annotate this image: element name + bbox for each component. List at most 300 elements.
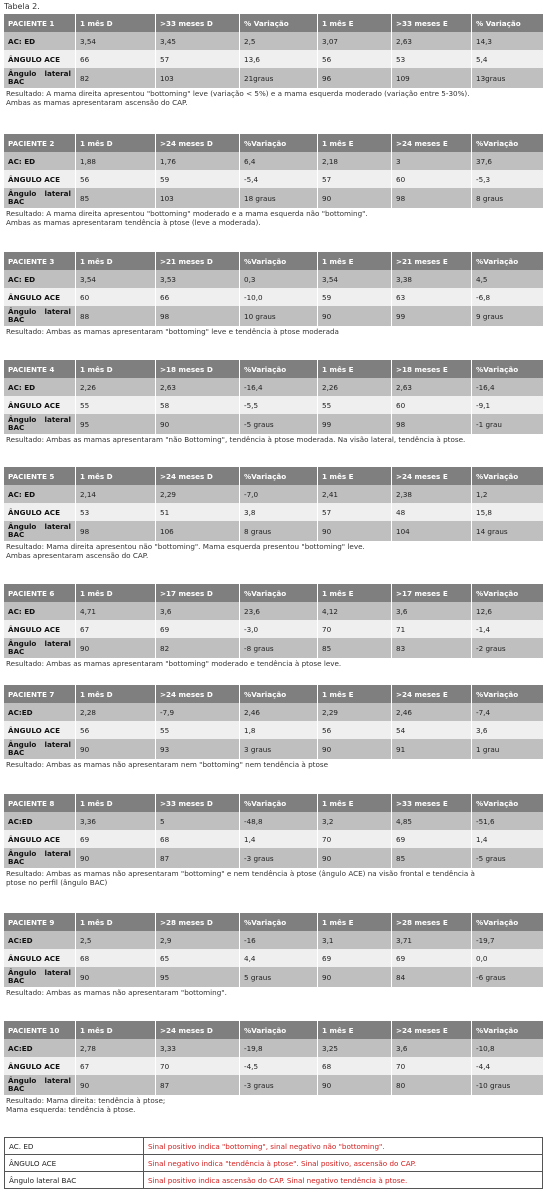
table-cell: 3,53 xyxy=(156,270,240,288)
table-row xyxy=(4,949,543,967)
table-caption: Tabela 2. xyxy=(4,2,40,11)
table-cell: 57 xyxy=(318,170,392,188)
patient-block xyxy=(4,252,543,336)
table-cell: 0,3 xyxy=(240,270,318,288)
table-cell: -16,4 xyxy=(240,378,318,396)
result-line: Resultado: Mama direita: tendência à ptose; xyxy=(6,1096,166,1105)
row-label: ÂNGULO ACE xyxy=(4,830,76,848)
column-header: >18 meses E xyxy=(392,360,472,378)
table-cell: 91 xyxy=(392,739,472,759)
result-line: ptose no perfil (ângulo BAC) xyxy=(6,878,108,887)
table-cell: 14 graus xyxy=(472,521,543,541)
column-header: 1 mês D xyxy=(76,584,156,602)
table-row xyxy=(4,967,543,987)
table-cell: 9 graus xyxy=(472,306,543,326)
table-cell: 2,29 xyxy=(318,703,392,721)
result-line: Ambas as mamas apresentaram tendência à ptose (leve a moderada). xyxy=(6,218,261,227)
table-cell: 53 xyxy=(392,50,472,68)
table-cell: 4,85 xyxy=(392,812,472,830)
table-cell: -51,6 xyxy=(472,812,543,830)
table-cell: 60 xyxy=(392,170,472,188)
table-cell: -5,4 xyxy=(240,170,318,188)
table-cell: 2,14 xyxy=(76,485,156,503)
table-cell: 56 xyxy=(76,721,156,739)
table-header-row xyxy=(4,134,543,152)
table-row xyxy=(4,50,543,68)
patient-block xyxy=(4,134,543,227)
table-cell: 70 xyxy=(156,1057,240,1075)
column-header: %Variação xyxy=(240,685,318,703)
row-label: AC: ED xyxy=(4,270,76,288)
table-row xyxy=(4,830,543,848)
row-label: AC:ED xyxy=(4,812,76,830)
row-label: Ângulo lateral BAC xyxy=(4,68,76,88)
table-row xyxy=(4,1039,543,1057)
column-header: 1 mês D xyxy=(76,685,156,703)
column-header: 1 mês E xyxy=(318,584,392,602)
column-header: >24 meses D xyxy=(156,685,240,703)
table-cell: -10 graus xyxy=(472,1075,543,1095)
table-cell: 98 xyxy=(156,306,240,326)
table-cell: 90 xyxy=(318,739,392,759)
patient-table xyxy=(4,913,543,987)
table-row xyxy=(4,170,543,188)
result-line: Resultado: Ambas as mamas apresentaram "não Bottoming", tendência à ptose moderada. Na visão lateral, tendência à ptose. xyxy=(6,435,466,444)
table-cell: 2,26 xyxy=(76,378,156,396)
table-cell: -19,8 xyxy=(240,1039,318,1057)
patient-label: PACIENTE 10 xyxy=(4,1021,76,1039)
row-label: AC: ED xyxy=(4,485,76,503)
table-cell: 90 xyxy=(318,1075,392,1095)
table-cell: 14,3 xyxy=(472,32,543,50)
row-label: Ângulo lateral BAC xyxy=(4,638,76,658)
table-row xyxy=(4,602,543,620)
table-cell: 103 xyxy=(156,188,240,208)
table-cell: 3,6 xyxy=(472,721,543,739)
column-header: 1 mês E xyxy=(318,913,392,931)
patient-block xyxy=(4,584,543,668)
row-label: AC: ED xyxy=(4,378,76,396)
table-cell: 0,0 xyxy=(472,949,543,967)
legend-term: AC. ED xyxy=(5,1138,144,1155)
table-row xyxy=(4,32,543,50)
table-cell: 51 xyxy=(156,503,240,521)
patient-table xyxy=(4,584,543,658)
column-header: %Variação xyxy=(240,794,318,812)
column-header: 1 mês E xyxy=(318,134,392,152)
patient-label: PACIENTE 8 xyxy=(4,794,76,812)
column-header: 1 mês E xyxy=(318,252,392,270)
result-line: Ambas as mamas apresentaram ascensão do CAP. xyxy=(6,98,188,107)
table-cell: 15,8 xyxy=(472,503,543,521)
table-cell: -9,1 xyxy=(472,396,543,414)
table-cell: 3,6 xyxy=(392,1039,472,1057)
patient-block xyxy=(4,685,543,769)
column-header: %Variação xyxy=(240,360,318,378)
table-cell: 2,63 xyxy=(392,378,472,396)
column-header: %Variação xyxy=(240,467,318,485)
result-text xyxy=(4,987,543,997)
column-header: 1 mês D xyxy=(76,14,156,32)
result-line: Resultado: Ambas as mamas apresentaram "bottoming" moderado e tendência à ptose leve. xyxy=(6,659,342,668)
table-cell: -16 xyxy=(240,931,318,949)
row-label: ÂNGULO ACE xyxy=(4,170,76,188)
table-cell: 70 xyxy=(318,830,392,848)
column-header: >33 meses D xyxy=(156,14,240,32)
table-cell: 82 xyxy=(156,638,240,658)
table-cell: 60 xyxy=(76,288,156,306)
table-cell: 90 xyxy=(318,967,392,987)
table-cell: 3,8 xyxy=(240,503,318,521)
table-cell: 6,4 xyxy=(240,152,318,170)
result-line: Resultado: Ambas as mamas não apresentaram nem "bottoming" nem tendência à ptose xyxy=(6,760,329,769)
table-cell: 3,1 xyxy=(318,931,392,949)
table-cell: 2,18 xyxy=(318,152,392,170)
column-header: %Variação xyxy=(472,685,543,703)
table-row xyxy=(4,721,543,739)
table-cell: -10,0 xyxy=(240,288,318,306)
table-cell: 96 xyxy=(318,68,392,88)
table-cell: 59 xyxy=(156,170,240,188)
table-cell: 63 xyxy=(392,288,472,306)
table-cell: 4,4 xyxy=(240,949,318,967)
table-cell: 87 xyxy=(156,1075,240,1095)
column-header: >24 meses E xyxy=(392,467,472,485)
table-cell: 90 xyxy=(76,638,156,658)
table-cell: 71 xyxy=(392,620,472,638)
table-cell: 8 graus xyxy=(240,521,318,541)
table-row xyxy=(4,521,543,541)
column-header: 1 mês E xyxy=(318,14,392,32)
table-cell: 66 xyxy=(76,50,156,68)
row-label: AC:ED xyxy=(4,931,76,949)
table-cell: 98 xyxy=(392,414,472,434)
column-header: 1 mês D xyxy=(76,360,156,378)
table-cell: 3,38 xyxy=(392,270,472,288)
row-label: ÂNGULO ACE xyxy=(4,949,76,967)
row-label: AC: ED xyxy=(4,152,76,170)
table-cell: 68 xyxy=(156,830,240,848)
table-cell: -3 graus xyxy=(240,848,318,868)
column-header: % Variação xyxy=(472,14,543,32)
table-cell: 56 xyxy=(76,170,156,188)
result-text xyxy=(4,434,543,444)
result-text xyxy=(4,88,543,107)
table-cell: 5,4 xyxy=(472,50,543,68)
table-cell: 90 xyxy=(76,967,156,987)
table-cell: -3 graus xyxy=(240,1075,318,1095)
table-cell: 90 xyxy=(76,1075,156,1095)
table-cell: 1,88 xyxy=(76,152,156,170)
column-header: >24 meses D xyxy=(156,1021,240,1039)
table-row xyxy=(4,306,543,326)
table-row xyxy=(4,1075,543,1095)
patient-block xyxy=(4,14,543,107)
column-header: >17 meses D xyxy=(156,584,240,602)
patient-block xyxy=(4,467,543,560)
legend-note: Sinal positivo indica ascensão do CAP. Sinal negativo tendência à ptose. xyxy=(144,1172,543,1189)
column-header: %Variação xyxy=(472,1021,543,1039)
table-cell: -48,8 xyxy=(240,812,318,830)
table-cell: -16,4 xyxy=(472,378,543,396)
table-header-row xyxy=(4,685,543,703)
table-cell: 48 xyxy=(392,503,472,521)
table-cell: 87 xyxy=(156,848,240,868)
table-cell: 104 xyxy=(392,521,472,541)
table-cell: 3,36 xyxy=(76,812,156,830)
column-header: % Variação xyxy=(240,14,318,32)
table-cell: 3,6 xyxy=(156,602,240,620)
table-row xyxy=(4,739,543,759)
table-cell: 93 xyxy=(156,739,240,759)
legend-term: Ângulo lateral BAC xyxy=(5,1172,144,1189)
table-cell: 60 xyxy=(392,396,472,414)
table-cell: -8 graus xyxy=(240,638,318,658)
table-cell: 67 xyxy=(76,1057,156,1075)
result-line: Ambas apresentaram ascensão do CAP. xyxy=(6,551,149,560)
table-cell: -5 graus xyxy=(472,848,543,868)
column-header: 1 mês D xyxy=(76,794,156,812)
result-line: Resultado: Ambas as mamas não apresentaram "bottoming". xyxy=(6,988,227,997)
table-cell: 82 xyxy=(76,68,156,88)
table-cell: 84 xyxy=(392,967,472,987)
result-text xyxy=(4,208,543,227)
table-cell: 3 graus xyxy=(240,739,318,759)
result-text xyxy=(4,1095,543,1114)
table-cell: -7,9 xyxy=(156,703,240,721)
table-cell: 57 xyxy=(156,50,240,68)
column-header: >24 meses E xyxy=(392,134,472,152)
table-cell: 90 xyxy=(318,188,392,208)
patient-table xyxy=(4,134,543,208)
table-cell: 4,71 xyxy=(76,602,156,620)
table-row xyxy=(4,396,543,414)
table-cell: 2,63 xyxy=(156,378,240,396)
result-line: Resultado: A mama direita apresentou "bottoming" leve (variação < 5%) e a mama esquerda moderado (variação entre 5-30%). xyxy=(6,89,470,98)
table-row xyxy=(4,414,543,434)
table-row xyxy=(4,68,543,88)
legend-row xyxy=(5,1138,543,1155)
table-cell: 70 xyxy=(318,620,392,638)
table-cell: -5 graus xyxy=(240,414,318,434)
column-header: %Variação xyxy=(240,252,318,270)
table-cell: -6,8 xyxy=(472,288,543,306)
column-header: %Variação xyxy=(472,134,543,152)
table-cell: 80 xyxy=(392,1075,472,1095)
column-header: >21 meses D xyxy=(156,252,240,270)
table-cell: 2,5 xyxy=(240,32,318,50)
table-cell: 13graus xyxy=(472,68,543,88)
column-header: >24 meses D xyxy=(156,134,240,152)
table-header-row xyxy=(4,360,543,378)
table-row xyxy=(4,152,543,170)
patient-block xyxy=(4,794,543,887)
table-cell: 69 xyxy=(392,949,472,967)
patient-block xyxy=(4,913,543,997)
table-cell: -5,3 xyxy=(472,170,543,188)
table-cell: 3,71 xyxy=(392,931,472,949)
table-cell: 3,54 xyxy=(318,270,392,288)
table-cell: -10,8 xyxy=(472,1039,543,1057)
table-cell: 1,76 xyxy=(156,152,240,170)
patient-label: PACIENTE 3 xyxy=(4,252,76,270)
table-cell: 21graus xyxy=(240,68,318,88)
table-cell: 54 xyxy=(392,721,472,739)
table-cell: 1,2 xyxy=(472,485,543,503)
table-row xyxy=(4,848,543,868)
table-cell: 58 xyxy=(156,396,240,414)
table-cell: 2,28 xyxy=(76,703,156,721)
table-row xyxy=(4,270,543,288)
table-cell: 85 xyxy=(318,638,392,658)
column-header: 1 mês E xyxy=(318,685,392,703)
table-cell: -1 grau xyxy=(472,414,543,434)
table-cell: -2 graus xyxy=(472,638,543,658)
row-label: ÂNGULO ACE xyxy=(4,1057,76,1075)
table-row xyxy=(4,812,543,830)
column-header: 1 mês D xyxy=(76,1021,156,1039)
table-cell: 90 xyxy=(76,848,156,868)
result-line: Resultado: Ambas as mamas não apresentaram "bottoming" e nem tendência à ptose (ângulo ACE) na visão frontal e tendência à xyxy=(6,869,475,878)
table-cell: 95 xyxy=(156,967,240,987)
table-cell: 3,54 xyxy=(76,270,156,288)
patient-table xyxy=(4,467,543,541)
table-cell: -6 graus xyxy=(472,967,543,987)
table-cell: 56 xyxy=(318,721,392,739)
table-cell: 3 xyxy=(392,152,472,170)
table-cell: 90 xyxy=(318,306,392,326)
column-header: 1 mês D xyxy=(76,252,156,270)
table-cell: 2,78 xyxy=(76,1039,156,1057)
table-cell: 55 xyxy=(156,721,240,739)
row-label: AC:ED xyxy=(4,703,76,721)
table-header-row xyxy=(4,467,543,485)
table-cell: 98 xyxy=(392,188,472,208)
column-header: >33 meses E xyxy=(392,14,472,32)
table-cell: 5 graus xyxy=(240,967,318,987)
result-text xyxy=(4,658,543,668)
table-cell: -3,0 xyxy=(240,620,318,638)
table-cell: 1 grau xyxy=(472,739,543,759)
table-cell: -1,4 xyxy=(472,620,543,638)
table-cell: 2,9 xyxy=(156,931,240,949)
patient-label: PACIENTE 6 xyxy=(4,584,76,602)
result-line: Resultado: A mama direita apresentou "bottoming" moderado e a mama esquerda não "bottoming". xyxy=(6,209,368,218)
table-cell: 4,12 xyxy=(318,602,392,620)
table-cell: 85 xyxy=(392,848,472,868)
row-label: ÂNGULO ACE xyxy=(4,620,76,638)
table-header-row xyxy=(4,1021,543,1039)
column-header: %Variação xyxy=(472,467,543,485)
row-label: AC: ED xyxy=(4,602,76,620)
table-row xyxy=(4,288,543,306)
row-label: ÂNGULO ACE xyxy=(4,396,76,414)
table-row xyxy=(4,638,543,658)
table-cell: -7,4 xyxy=(472,703,543,721)
table-cell: 3,6 xyxy=(392,602,472,620)
table-header-row xyxy=(4,252,543,270)
table-cell: 69 xyxy=(318,949,392,967)
result-text xyxy=(4,541,543,560)
column-header: 1 mês E xyxy=(318,1021,392,1039)
table-cell: 90 xyxy=(76,739,156,759)
column-header: 1 mês E xyxy=(318,360,392,378)
table-cell: -4,4 xyxy=(472,1057,543,1075)
table-cell: 2,46 xyxy=(392,703,472,721)
patient-table xyxy=(4,14,543,88)
row-label: Ângulo lateral BAC xyxy=(4,967,76,987)
row-label: Ângulo lateral BAC xyxy=(4,848,76,868)
table-row xyxy=(4,378,543,396)
row-label: ÂNGULO ACE xyxy=(4,50,76,68)
row-label: Ângulo lateral BAC xyxy=(4,739,76,759)
result-line: Resultado: Ambas as mamas apresentaram "bottoming" leve e tendência à ptose moderada xyxy=(6,327,339,336)
table-cell: 4,5 xyxy=(472,270,543,288)
table-cell: 85 xyxy=(76,188,156,208)
row-label: Ângulo lateral BAC xyxy=(4,1075,76,1095)
result-text xyxy=(4,868,543,887)
table-cell: 55 xyxy=(76,396,156,414)
patient-label: PACIENTE 4 xyxy=(4,360,76,378)
table-cell: 59 xyxy=(318,288,392,306)
row-label: Ângulo lateral BAC xyxy=(4,306,76,326)
table-header-row xyxy=(4,794,543,812)
table-cell: 66 xyxy=(156,288,240,306)
column-header: >24 meses E xyxy=(392,1021,472,1039)
table-cell: 2,63 xyxy=(392,32,472,50)
column-header: %Variação xyxy=(472,252,543,270)
table-cell: 69 xyxy=(156,620,240,638)
column-header: 1 mês E xyxy=(318,794,392,812)
table-cell: 1,4 xyxy=(240,830,318,848)
result-line: Mama esquerda: tendência à ptose. xyxy=(6,1105,136,1114)
table-cell: 95 xyxy=(76,414,156,434)
table-cell: 2,38 xyxy=(392,485,472,503)
table-cell: 1,4 xyxy=(472,830,543,848)
result-text xyxy=(4,759,543,769)
table-cell: 5 xyxy=(156,812,240,830)
table-cell: 83 xyxy=(392,638,472,658)
column-header: %Variação xyxy=(240,134,318,152)
table-cell: 23,6 xyxy=(240,602,318,620)
table-header-row xyxy=(4,584,543,602)
table-row xyxy=(4,931,543,949)
table-cell: 88 xyxy=(76,306,156,326)
column-header: %Variação xyxy=(472,794,543,812)
patient-table xyxy=(4,685,543,759)
table-cell: 12,6 xyxy=(472,602,543,620)
patient-table xyxy=(4,252,543,326)
table-cell: 2,26 xyxy=(318,378,392,396)
result-text xyxy=(4,326,543,336)
legend-note: Sinal negativo indica "tendência à ptose". Sinal positivo, ascensão do CAP. xyxy=(144,1155,543,1172)
row-label: Ângulo lateral BAC xyxy=(4,521,76,541)
column-header: >28 meses D xyxy=(156,913,240,931)
table-row xyxy=(4,188,543,208)
table-cell: -5,5 xyxy=(240,396,318,414)
table-cell: 103 xyxy=(156,68,240,88)
row-label: Ângulo lateral BAC xyxy=(4,188,76,208)
patient-block xyxy=(4,360,543,444)
legend-row xyxy=(5,1155,543,1172)
table-row xyxy=(4,1057,543,1075)
table-header-row xyxy=(4,913,543,931)
row-label: ÂNGULO ACE xyxy=(4,503,76,521)
patient-table xyxy=(4,1021,543,1095)
column-header: %Variação xyxy=(472,913,543,931)
table-cell: 2,41 xyxy=(318,485,392,503)
table-cell: 99 xyxy=(392,306,472,326)
